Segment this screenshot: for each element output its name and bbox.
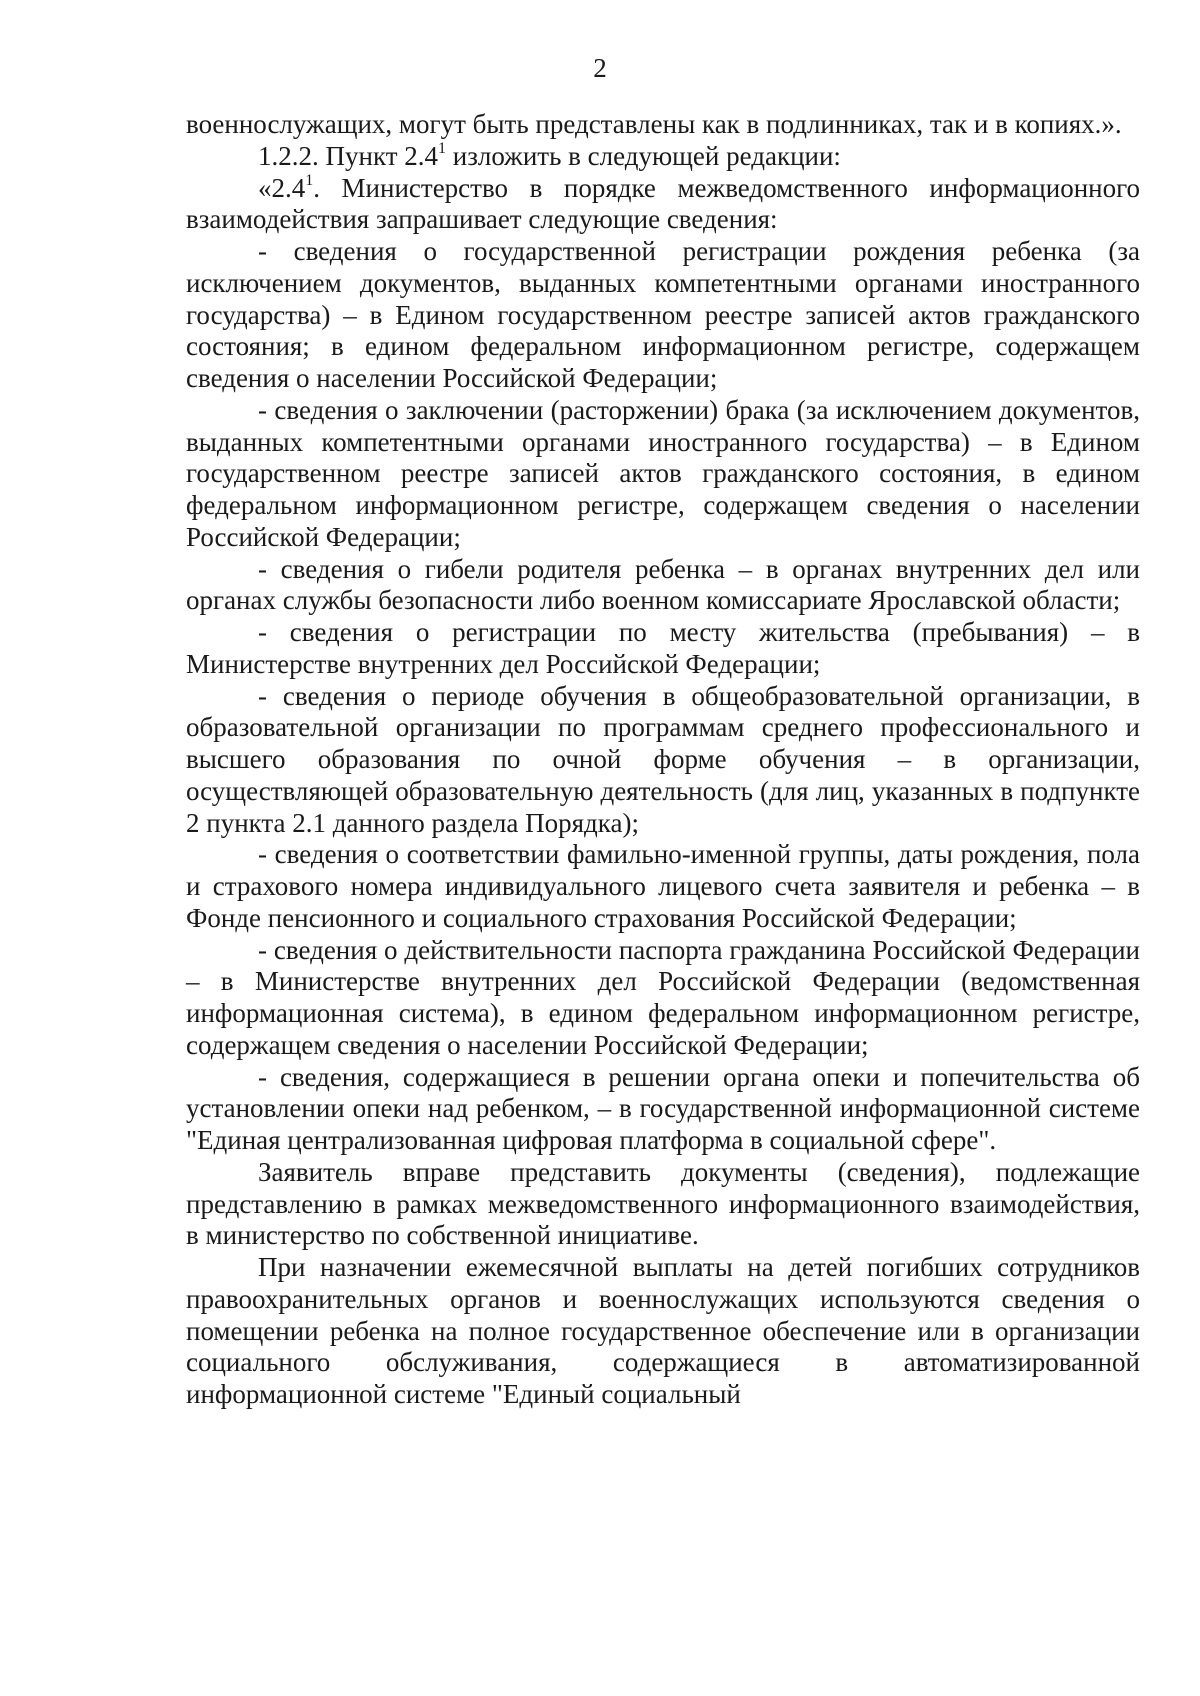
document-body <box>186 109 1140 1411</box>
list-item-personal-data-match: - сведения о соответствии фамильно-именной группы, даты рождения, пола и страхового номера индивидуального лицевого счета заявителя и ребенка – в Фонде пенсионного и социального страхования Российской Федерации; <box>186 839 1140 933</box>
paragraph-applicant-right: Заявитель вправе представить документы (сведения), подлежащие представлению в рамках межведомственного информационного взаимодействия, в министерство по собственной инициативе. <box>186 1156 1140 1251</box>
paragraph-payment-assignment: При назначении ежемесячной выплаты на детей погибших сотрудников правоохранительных органов и военнослужащих используются сведения о помещении ребенка на полное государственное обеспечение или в организации социального обслуживания, содержащиеся в автоматизированной информационной системе "Единый социальный <box>186 1252 1140 1409</box>
list-item-residence-registration: - сведения о регистрации по месту жительства (пребывания) – в Министерстве внутренних дел Российской Федерации; <box>186 617 1140 679</box>
paragraph-continuation: военнослужащих, могут быть представлены как в подлинниках, так и в копиях.». <box>186 109 1122 139</box>
paragraph-amendment-clause <box>186 141 1140 173</box>
clause-number: «2.4 <box>258 172 306 203</box>
list-item-guardianship: - сведения, содержащиеся в решении органа опеки и попечительства об установлении опеки над ребенком, – в государственной информационной системе "Единая централизованная цифровая платформа в социальной сфере". <box>186 1061 1140 1155</box>
page-number: 2 <box>593 53 607 83</box>
list-item-education-period: - сведения о периоде обучения в общеобразовательной организации, в образовательной организации по программам среднего профессионального и высшего образования по очной форме обучения – в организации, осуществляющей образовательную деятельность (для лиц, указанных в подпункте 2 пункта 2.1 данного раздела Порядка); <box>186 680 1140 838</box>
list-item-parent-death: - сведения о гибели родителя ребенка – в органах внутренних дел или органах службы безопасности либо военном комиссариате Ярославской области; <box>186 553 1140 616</box>
clause-number-superscript: 1 <box>305 171 314 189</box>
clause-text-start: 1.2.2. Пункт 2.4 <box>258 140 439 171</box>
paragraph-clause-2-4-1 <box>186 173 1140 237</box>
list-item-passport-validity: - сведения о действительности паспорта гражданина Российской Федерации – в Министерстве внутренних дел Российской Федерации (ведомственная информационная система), в едином федеральном информационном регистре, содержащем сведения о населении Российской Федерации; <box>186 934 1140 1060</box>
list-item-birth-registration: - сведения о государственной регистрации рождения ребенка (за исключением документов, выданных компетентными органами иностранного государства) – в Едином государственном реестре записей актов гражданского состояния; в едином федеральном информационном регистре, содержащем сведения о населении Российской Федерации; <box>186 236 1140 393</box>
clause-intro-text: . Министерство в порядке межведомственного информационного взаимодействия запрашивает следующие сведения: <box>186 172 1140 235</box>
list-item-marriage: - сведения о заключении (расторжении) брака (за исключением документов, выданных компетентными органами иностранного государства) – в Едином государственном реестре записей актов гражданского состояния, в едином федеральном информационном регистре, содержащем сведения о населении Российской Федерации; <box>186 394 1140 552</box>
clause-superscript: 1 <box>438 139 447 157</box>
clause-text-end: изложить в следующей редакции: <box>446 140 841 171</box>
